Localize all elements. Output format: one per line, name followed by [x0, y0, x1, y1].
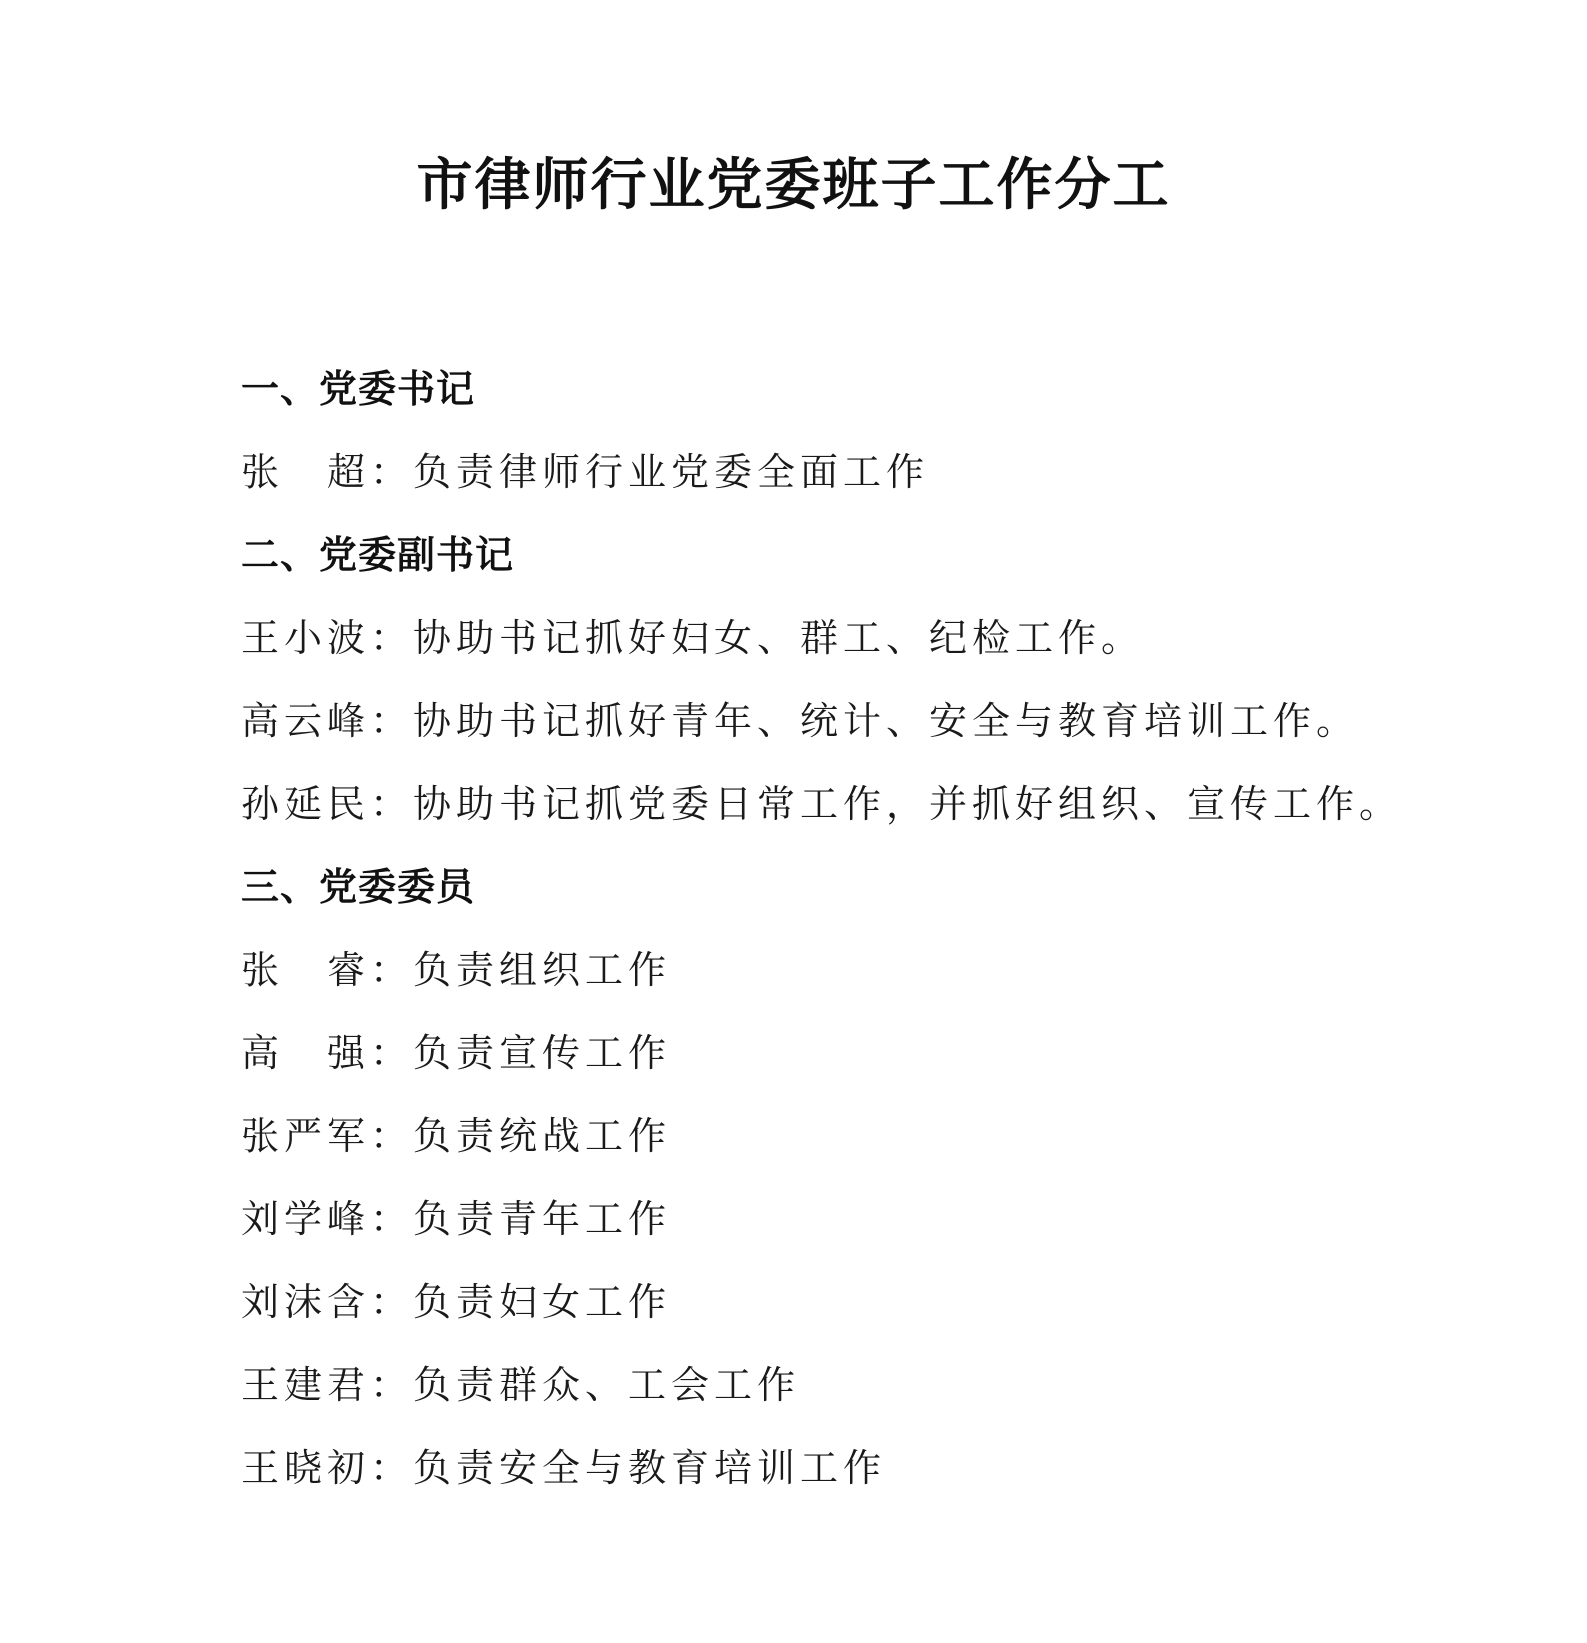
member-name: 张严军 [241, 1114, 371, 1158]
member-entry [241, 1178, 1491, 1261]
section-heading-secretary: 一、党委书记 [241, 367, 476, 411]
member-entry [241, 763, 1491, 846]
name-separator: ： [370, 1280, 414, 1324]
member-duty: 负责安全与教育培训工作 [413, 1446, 887, 1490]
member-name: 王晓初 [241, 1446, 371, 1490]
member-duty: 负责统战工作 [413, 1114, 672, 1158]
name-separator: ： [370, 1446, 414, 1490]
member-entry [241, 431, 1491, 514]
member-name: 张 超 [241, 450, 371, 494]
document-body [241, 348, 1491, 1510]
member-name: 高云峰 [241, 699, 371, 743]
member-name: 王建君 [241, 1363, 371, 1407]
member-name: 高 强 [241, 1031, 371, 1075]
member-name: 王小波 [241, 616, 371, 660]
name-separator: ： [370, 616, 414, 660]
member-duty: 负责组织工作 [413, 948, 672, 992]
name-separator: ： [370, 1363, 414, 1407]
name-separator: ： [370, 699, 414, 743]
member-duty: 协助书记抓好妇女、群工、纪检工作。 [413, 616, 1145, 660]
name-separator: ： [370, 782, 414, 826]
name-separator: ： [370, 1031, 414, 1075]
member-entry [241, 929, 1491, 1012]
member-entry [241, 1012, 1491, 1095]
member-entry [241, 1261, 1491, 1344]
member-duty: 负责群众、工会工作 [413, 1363, 801, 1407]
member-name: 刘学峰 [241, 1197, 371, 1241]
member-entry [241, 597, 1491, 680]
name-separator: ： [370, 1114, 414, 1158]
member-entry [241, 1344, 1491, 1427]
member-duty: 负责律师行业党委全面工作 [413, 450, 930, 494]
member-entry [241, 680, 1491, 763]
name-separator: ： [370, 1197, 414, 1241]
member-duty: 协助书记抓好青年、统计、安全与教育培训工作。 [413, 699, 1360, 743]
name-separator: ： [370, 450, 414, 494]
section-heading-committee-members: 三、党委委员 [241, 865, 476, 909]
member-name: 刘沫含 [241, 1280, 371, 1324]
section-heading-deputy-secretary: 二、党委副书记 [241, 533, 515, 577]
name-separator: ： [370, 948, 414, 992]
document-title: 市律师行业党委班子工作分工 [416, 152, 1171, 218]
member-entry [241, 1095, 1491, 1178]
member-duty: 负责宣传工作 [413, 1031, 672, 1075]
member-name: 张 睿 [241, 948, 371, 992]
member-duty: 负责青年工作 [413, 1197, 672, 1241]
member-entry [241, 1427, 1491, 1510]
member-duty: 负责妇女工作 [413, 1280, 672, 1324]
member-name: 孙延民 [241, 782, 371, 826]
member-duty: 协助书记抓党委日常工作，并抓好组织、宣传工作。 [413, 782, 1403, 826]
